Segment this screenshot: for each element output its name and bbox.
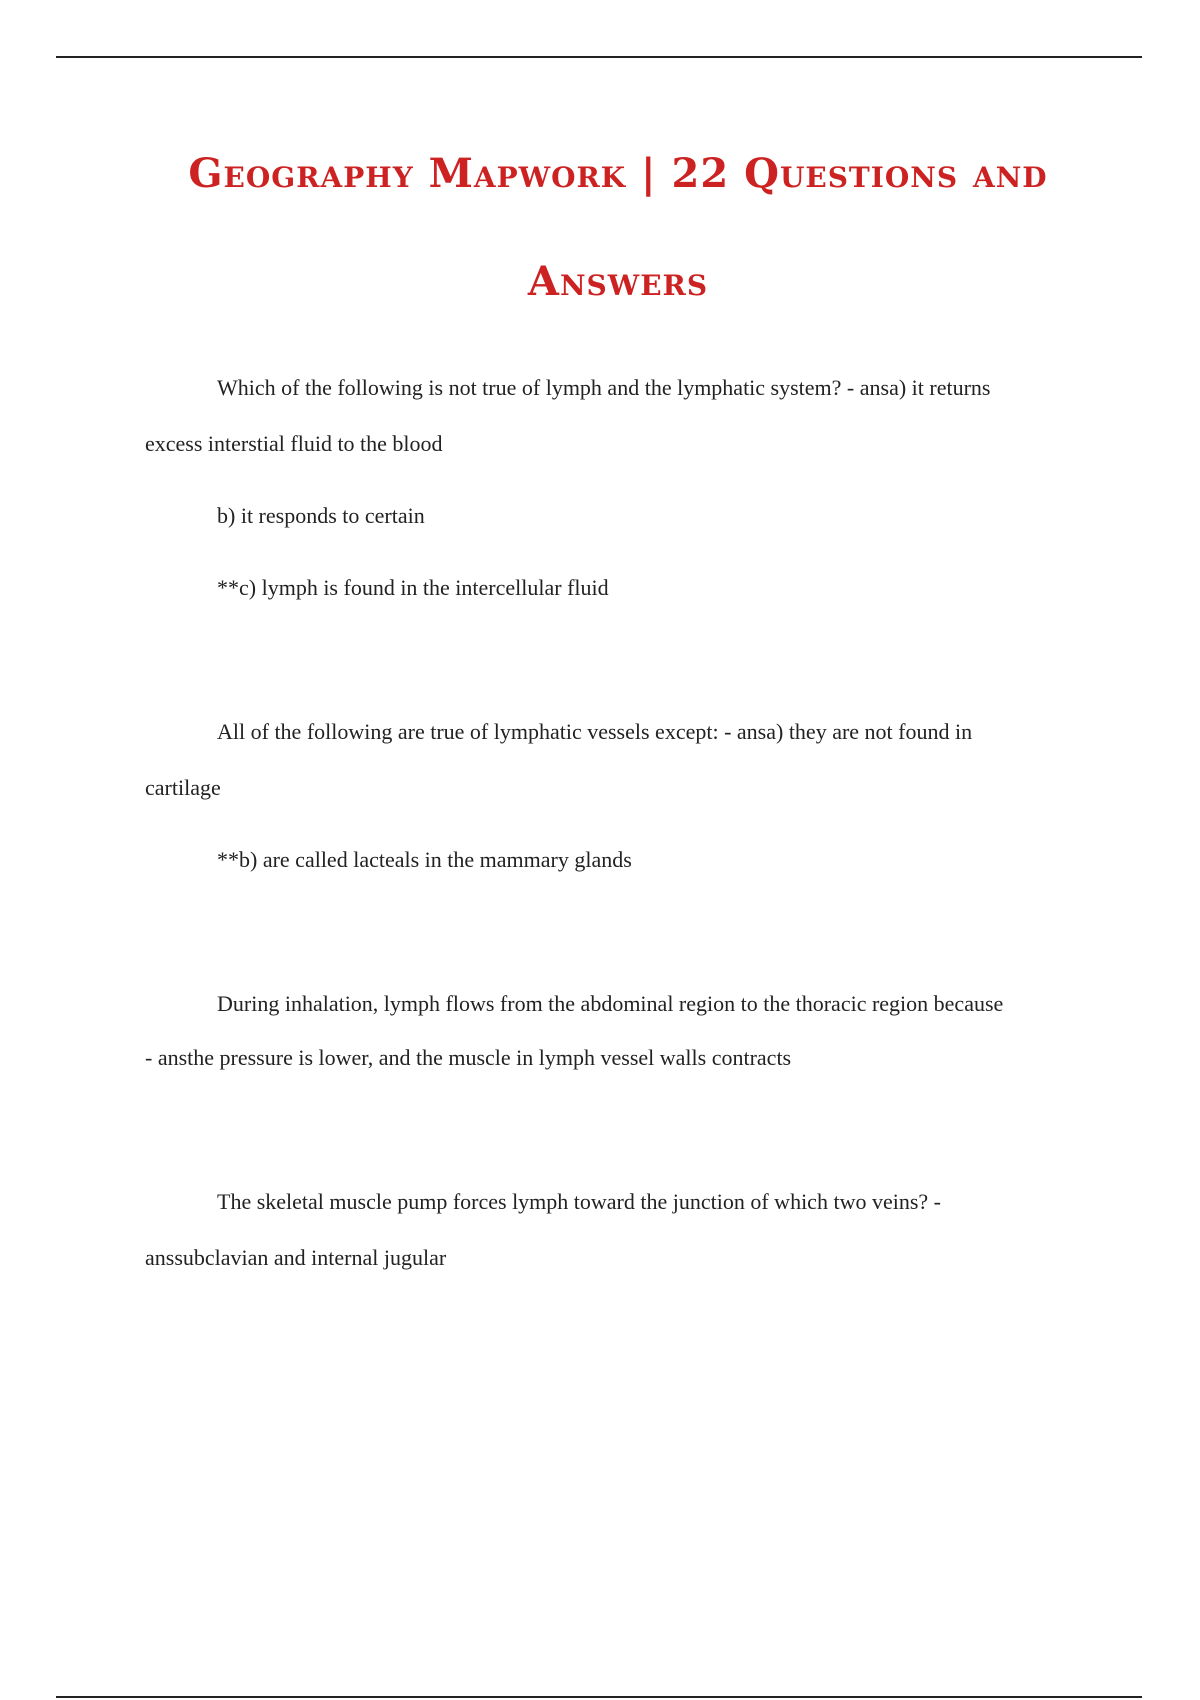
question-2-option-b: **b) are called lacteals in the mammary glands [217, 847, 632, 872]
document-title-line-2: Answers [527, 258, 709, 305]
document-title-line-1: Geography Mapwork | 22 Questions and [188, 150, 1048, 197]
bottom-rule [56, 1696, 1142, 1698]
question-4-text: The skeletal muscle pump forces lymph toward the junction of which two veins? - [217, 1189, 941, 1214]
question-1-option-b: b) it responds to certain [217, 503, 425, 528]
question-1-text: Which of the following is not true of lymph and the lymphatic system? - ansa) it returns [217, 375, 991, 400]
question-3-text: During inhalation, lymph flows from the abdominal region to the thoracic region because [217, 991, 1004, 1016]
question-4-answer: anssubclavian and internal jugular [145, 1245, 447, 1270]
question-1-text-continued: excess interstial fluid to the blood [145, 431, 443, 456]
question-1-option-c: **c) lymph is found in the intercellular fluid [217, 575, 609, 600]
top-rule [56, 56, 1142, 58]
question-2-text-continued: cartilage [145, 775, 221, 800]
question-3-answer: - ansthe pressure is lower, and the muscle in lymph vessel walls contracts [145, 1045, 792, 1070]
question-2-text: All of the following are true of lymphatic vessels except: - ansa) they are not found in [217, 719, 973, 744]
